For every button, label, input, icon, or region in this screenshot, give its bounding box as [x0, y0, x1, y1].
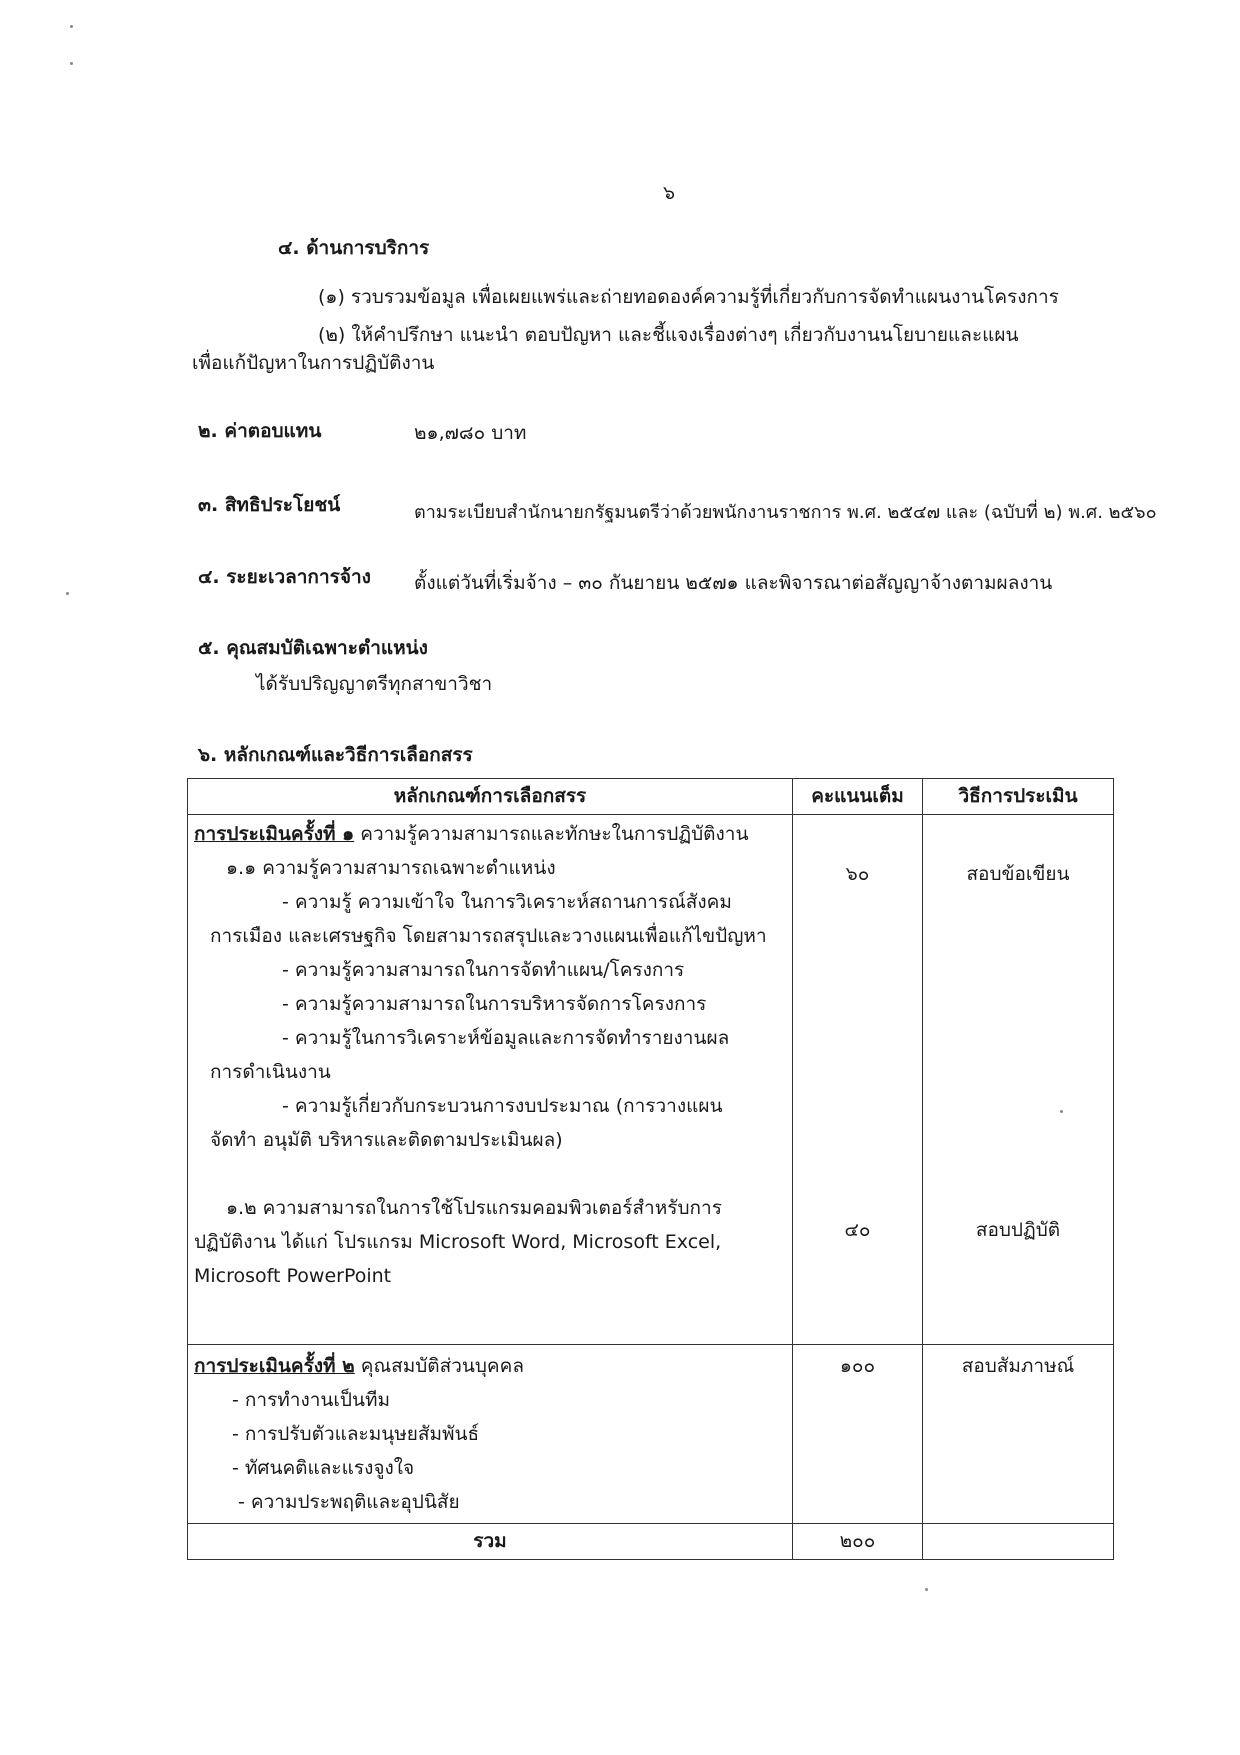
- round1-spacer: [194, 1157, 786, 1191]
- round2-title: การประเมินครั้งที่ ๒: [194, 1355, 355, 1377]
- benefits-label: ๓. สิทธิประโยชน์: [198, 494, 341, 516]
- round1-b4-l1: - ความรู้ในการวิเคราะห์ข้อมูลและการจัดทำรายงานผล: [282, 1027, 730, 1049]
- round2-title-line: [194, 1349, 786, 1383]
- scan-speck: [66, 592, 69, 595]
- scan-speck: [70, 25, 73, 28]
- total-method-empty: [923, 1524, 1114, 1560]
- service-heading: ๔. ด้านการบริการ: [278, 237, 430, 259]
- round1-b4-l2: การดำเนินงาน: [210, 1061, 331, 1083]
- round1-score-cell: [793, 815, 923, 1345]
- round2-item: - ทัศนคติและแรงจูงใจ: [232, 1457, 415, 1479]
- round1-s1-title: ๑.๑ ความรู้ความสามารถเฉพาะตำแหน่ง: [226, 857, 556, 879]
- table-header-row: [188, 779, 1114, 815]
- round1-b1-l2: การเมือง และเศรษฐกิจ โดยสามารถสรุปและวางแผนเพื่อแก้ไขปัญหา: [210, 925, 767, 947]
- period-label: ๔. ระยะเวลาการจ้าง: [198, 566, 371, 588]
- round2-criteria: [188, 1345, 793, 1524]
- round1-s2-l2: ปฏิบัติงาน ได้แก่ โปรแกรม Microsoft Word, Microsoft Excel,: [194, 1231, 722, 1253]
- round1-title: การประเมินครั้งที่ ๑: [194, 823, 355, 845]
- qualification-label: ๕. คุณสมบัติเฉพาะตำแหน่ง: [198, 637, 428, 659]
- page-number: ๖: [663, 182, 676, 204]
- round1-b3: - ความรู้ความสามารถในการบริหารจัดการโครงการ: [282, 993, 707, 1015]
- round1-s1-method: สอบข้อเขียน: [966, 863, 1070, 885]
- service-item-2: (๒) ให้คำปรึกษา แนะนำ ตอบปัญหา และชี้แจงเรื่องต่างๆ เกี่ยวกับงานนโยบายและแผน: [318, 324, 1019, 346]
- compensation-value: ๒๑,๗๘๐ บาท: [414, 422, 527, 444]
- round2-method: สอบสัมภาษณ์: [923, 1345, 1114, 1524]
- round1-title-rest: ความรู้ความสามารถและทักษะในการปฏิบัติงาน: [354, 823, 749, 845]
- table-row-total: [188, 1524, 1114, 1560]
- header-score: คะแนนเต็ม: [793, 779, 923, 815]
- compensation-label: ๒. ค่าตอบแทน: [198, 420, 322, 442]
- scan-speck: [925, 1588, 928, 1591]
- round1-s2-l1: ๑.๒ ความสามารถในการใช้โปรแกรมคอมพิวเตอร์สำหรับการ: [226, 1197, 722, 1219]
- selection-table: [187, 778, 1114, 1560]
- round2-item: - ความประพฤติและอุปนิสัย: [238, 1491, 460, 1513]
- service-item-2-cont: เพื่อแก้ปัญหาในการปฏิบัติงาน: [192, 352, 435, 374]
- round1-b1-l1: - ความรู้ ความเข้าใจ ในการวิเคราะห์สถานการณ์สังคม: [282, 891, 732, 913]
- round1-b5-l1: - ความรู้เกี่ยวกับกระบวนการงบประมาณ (การวางแผน: [282, 1095, 723, 1117]
- scan-speck: [70, 62, 73, 65]
- header-method: วิธีการประเมิน: [923, 779, 1114, 815]
- total-label: รวม: [188, 1524, 793, 1560]
- round1-s2-method: สอบปฏิบัติ: [975, 1219, 1061, 1241]
- round1-b5-l2: จัดทำ อนุมัติ บริหารและติดตามประเมินผล): [210, 1129, 563, 1151]
- selection-heading: ๖. หลักเกณฑ์และวิธีการเลือกสรร: [198, 744, 473, 766]
- round1-b2: - ความรู้ความสามารถในการจัดทำแผน/โครงการ: [282, 959, 685, 981]
- service-item-1: (๑) รวบรวมข้อมูล เพื่อเผยแพร่และถ่ายทอดองค์ความรู้ที่เกี่ยวกับการจัดทำแผนงานโครงการ: [318, 286, 1059, 308]
- round1-s2-score: ๔๐: [844, 1219, 871, 1241]
- round1-criteria: [188, 815, 793, 1345]
- period-value: ตั้งแต่วันที่เริ่มจ้าง – ๓๐ กันยายน ๒๕๗๑ และพิจารณาต่อสัญญาจ้างตามผลงาน: [414, 572, 1053, 594]
- round2-item: - การทำงานเป็นทีม: [232, 1389, 390, 1411]
- round2-score: ๑๐๐: [793, 1345, 923, 1524]
- table-row-round2: [188, 1345, 1114, 1524]
- total-score: ๒๐๐: [793, 1524, 923, 1560]
- round1-s2-l3: Microsoft PowerPoint: [194, 1265, 392, 1287]
- qualification-value: ได้รับปริญญาตรีทุกสาขาวิชา: [256, 673, 493, 695]
- round1-method-cell: [923, 815, 1114, 1345]
- table-row-round1: [188, 815, 1114, 1345]
- round2-item: - การปรับตัวและมนุษยสัมพันธ์: [232, 1423, 480, 1445]
- round1-s1-score: ๖๐: [845, 863, 870, 885]
- round2-title-rest: คุณสมบัติส่วนบุคคล: [354, 1355, 524, 1377]
- header-criteria: หลักเกณฑ์การเลือกสรร: [188, 779, 793, 815]
- round1-title-line: [194, 817, 786, 851]
- benefits-value: ตามระเบียบสำนักนายกรัฐมนตรีว่าด้วยพนักงานราชการ พ.ศ. ๒๕๔๗ และ (ฉบับที่ ๒) พ.ศ. ๒๕๖๐: [414, 502, 1157, 523]
